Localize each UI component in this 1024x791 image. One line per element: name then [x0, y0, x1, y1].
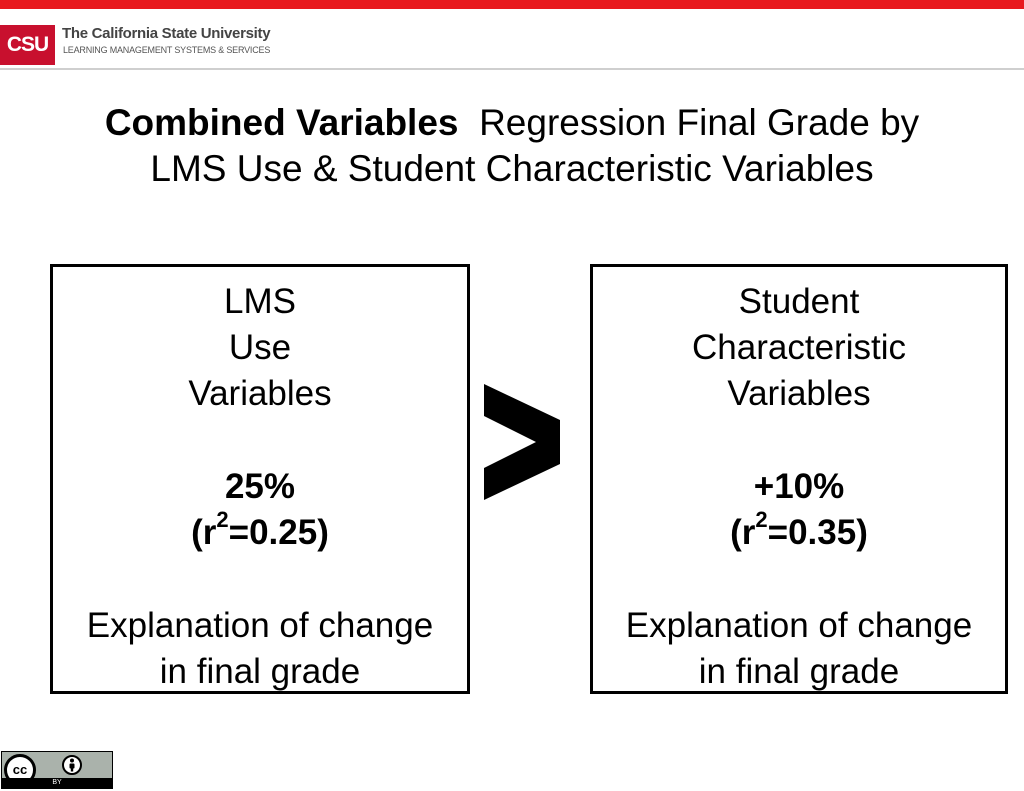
lms-percent: 25% — [224, 467, 296, 506]
student-explanation-line2: in final grade — [698, 652, 900, 691]
org-name: The California State University — [62, 25, 271, 42]
lms-explanation-line2: in final grade — [159, 652, 361, 691]
header-divider — [0, 68, 1024, 70]
lms-r2 — [53, 507, 467, 556]
person-icon — [64, 757, 80, 773]
lms-use-box — [50, 264, 470, 694]
lms-box-line2: Use — [228, 328, 292, 367]
lms-box-line1: LMS — [224, 282, 296, 321]
greater-than-icon — [480, 380, 564, 504]
org-subtitle: LEARNING MANAGEMENT SYSTEMS & SERVICES — [63, 45, 271, 55]
cc-icon: cc — [4, 754, 36, 786]
student-box-line3: Variables — [727, 374, 871, 413]
header — [0, 9, 1024, 69]
student-r2-prefix: (r — [730, 513, 756, 552]
slide-title — [20, 100, 1004, 192]
csu-logo: CSU — [0, 25, 55, 65]
attribution-icon — [62, 755, 82, 775]
lms-r2-prefix: (r — [191, 513, 217, 552]
title-bold: Combined Variables — [104, 102, 459, 143]
lms-r2-value: =0.25) — [228, 513, 329, 552]
student-box-line1: Student — [738, 282, 860, 321]
creative-commons-by-icon[interactable] — [1, 751, 113, 789]
title-line2: LMS Use & Student Characteristic Variables — [150, 148, 874, 189]
student-characteristic-box — [590, 264, 1008, 694]
title-rest: Regression Final Grade by — [479, 102, 920, 143]
header-accent-bar — [0, 0, 1024, 9]
student-r2-value: =0.35) — [767, 513, 868, 552]
student-r2 — [593, 507, 1005, 556]
student-explanation-line1: Explanation of change — [625, 606, 973, 645]
student-box-line2: Characteristic — [692, 328, 906, 367]
student-percent: +10% — [753, 467, 845, 506]
by-label: BY — [2, 778, 112, 788]
student-r2-sup: 2 — [755, 507, 768, 533]
lms-explanation-line1: Explanation of change — [86, 606, 434, 645]
lms-r2-sup: 2 — [216, 507, 229, 533]
lms-box-line3: Variables — [188, 374, 332, 413]
